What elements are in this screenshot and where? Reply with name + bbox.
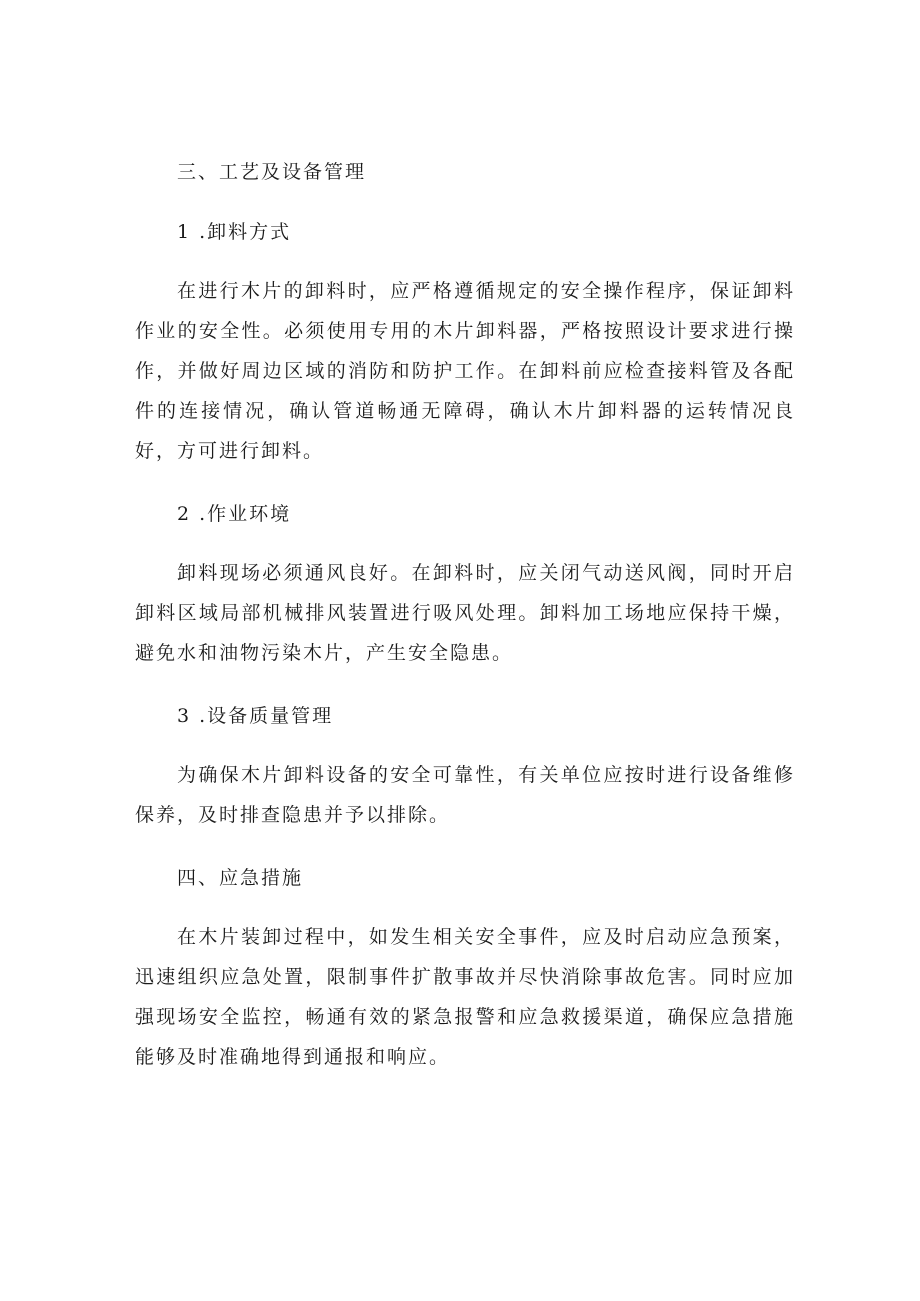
paragraph-unloading-method: 在进行木片的卸料时，应严格遵循规定的安全操作程序，保证卸料作业的安全性。必须使用专用的木片卸料器，严格按照设计要求进行操作，并做好周边区域的消防和防护工作。在卸料前应检查接料管及各配件的连接情况，确认管道畅通无障碍，确认木片卸料器的运转情况良好，方可进行卸料。 xyxy=(135,280,795,462)
section-heading-emergency-measures: 四、应急措施 xyxy=(177,867,304,889)
spacer xyxy=(135,189,795,215)
spacer xyxy=(135,673,795,699)
paragraph-emergency-measures: 在木片装卸过程中，如发生相关安全事件，应及时启动应急预案，迅速组织应急处置，限制事件扩散事故并尽快消除事故危害。同时应加强现场安全监控，畅通有效的紧急报警和应急救援渠道，确保应急措施能够及时准确地得到通报和响应。 xyxy=(135,926,795,1068)
spacer xyxy=(135,733,795,755)
section-heading-process-equipment: 三、工艺及设备管理 xyxy=(177,161,367,183)
subsection-heading-work-environment: 2 .作业环境 xyxy=(177,503,292,525)
spacer xyxy=(135,249,795,271)
spacer xyxy=(135,471,795,497)
paragraph-work-environment: 卸料现场必须通风良好。在卸料时，应关闭气动送风阀，同时开启卸料区域局部机械排风装置进行吸风处理。卸料加工场地应保持干燥，避免水和油物污染木片，产生安全隐患。 xyxy=(135,562,795,664)
spacer xyxy=(135,835,795,861)
spacer xyxy=(135,895,795,917)
subsection-heading-unloading-method: 1 .卸料方式 xyxy=(177,221,292,243)
paragraph-equipment-quality: 为确保木片卸料设备的安全可靠性，有关单位应按时进行设备维修保养，及时排查隐患并予以排除。 xyxy=(135,764,795,826)
spacer xyxy=(135,531,795,553)
subsection-heading-equipment-quality: 3 .设备质量管理 xyxy=(177,705,334,727)
